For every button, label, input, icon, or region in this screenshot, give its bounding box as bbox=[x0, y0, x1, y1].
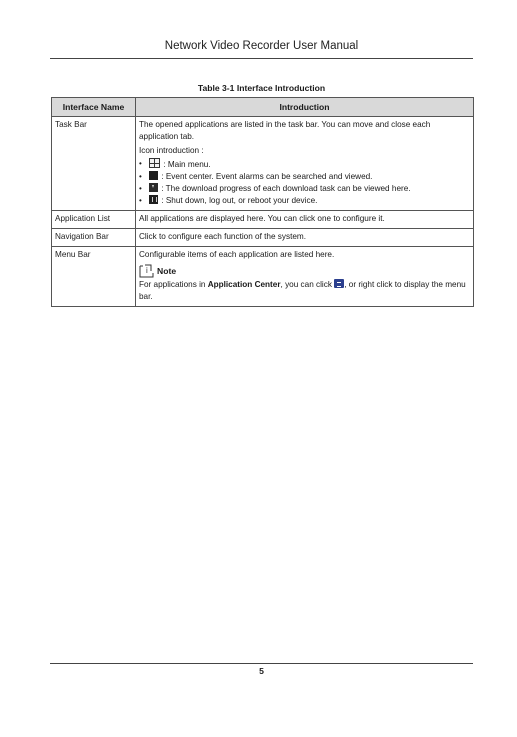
header-divider bbox=[50, 58, 473, 59]
event-center-icon bbox=[149, 171, 158, 180]
table-header-row bbox=[52, 98, 474, 117]
cell-task-bar-intro bbox=[136, 117, 474, 211]
list-item bbox=[139, 183, 470, 195]
cell-navigation-bar-name: Navigation Bar bbox=[52, 229, 136, 247]
page-header-title: Network Video Recorder User Manual bbox=[164, 40, 359, 52]
power-icon bbox=[149, 195, 158, 204]
cell-application-list-intro: All applications are displayed here. You can click one to configure it. bbox=[136, 211, 474, 229]
table-row-navigation-bar bbox=[52, 229, 474, 247]
main-menu-grid-icon bbox=[149, 158, 160, 168]
note-prefix: For applications in bbox=[139, 280, 208, 289]
table-row-menu-bar bbox=[52, 247, 474, 307]
page-number: 5 bbox=[259, 666, 264, 676]
note-heading bbox=[139, 264, 470, 277]
table-row-application-list bbox=[52, 211, 474, 229]
cell-menu-bar-name: Menu Bar bbox=[52, 247, 136, 307]
icon-description: : The download progress of each download task can be viewed here. bbox=[161, 184, 411, 193]
icon-list bbox=[139, 158, 470, 207]
list-item bbox=[139, 171, 470, 183]
column-header-introduction: Introduction bbox=[136, 98, 474, 117]
note-icon bbox=[139, 264, 155, 277]
menu-bar-description: Configurable items of each application are listed here. bbox=[139, 250, 335, 259]
icon-description: : Shut down, log out, or reboot your device. bbox=[161, 196, 318, 205]
note-application-center: Application Center bbox=[207, 280, 281, 289]
table-caption: Table 3-1 Interface Introduction bbox=[197, 83, 326, 93]
note-mid: , you can click bbox=[280, 280, 335, 289]
note-text bbox=[139, 279, 470, 303]
cell-menu-bar-intro bbox=[136, 247, 474, 307]
cell-navigation-bar-intro: Click to configure each function of the system. bbox=[136, 229, 474, 247]
footer-divider bbox=[50, 663, 473, 664]
task-bar-description: The opened applications are listed in the task bar. You can move and close each application tab. bbox=[139, 120, 431, 141]
cell-task-bar-name: Task Bar bbox=[52, 117, 136, 211]
cell-application-list-name: Application List bbox=[52, 211, 136, 229]
table-row-task-bar bbox=[52, 117, 474, 211]
icon-description: : Event center. Event alarms can be searched and viewed. bbox=[161, 172, 373, 181]
icon-introduction-heading: Icon introduction : bbox=[139, 146, 204, 155]
icon-description: : Main menu. bbox=[163, 160, 211, 169]
svg-text:i: i bbox=[146, 266, 148, 275]
download-icon bbox=[149, 183, 158, 192]
note-suffix: , or right click to display the menu bar. bbox=[139, 280, 466, 301]
list-item bbox=[139, 195, 470, 207]
column-header-interface-name: Interface Name bbox=[52, 98, 136, 117]
menu-icon bbox=[334, 279, 344, 288]
interface-introduction-table bbox=[51, 97, 474, 307]
list-item bbox=[139, 158, 470, 171]
note-label: Note bbox=[157, 266, 177, 276]
